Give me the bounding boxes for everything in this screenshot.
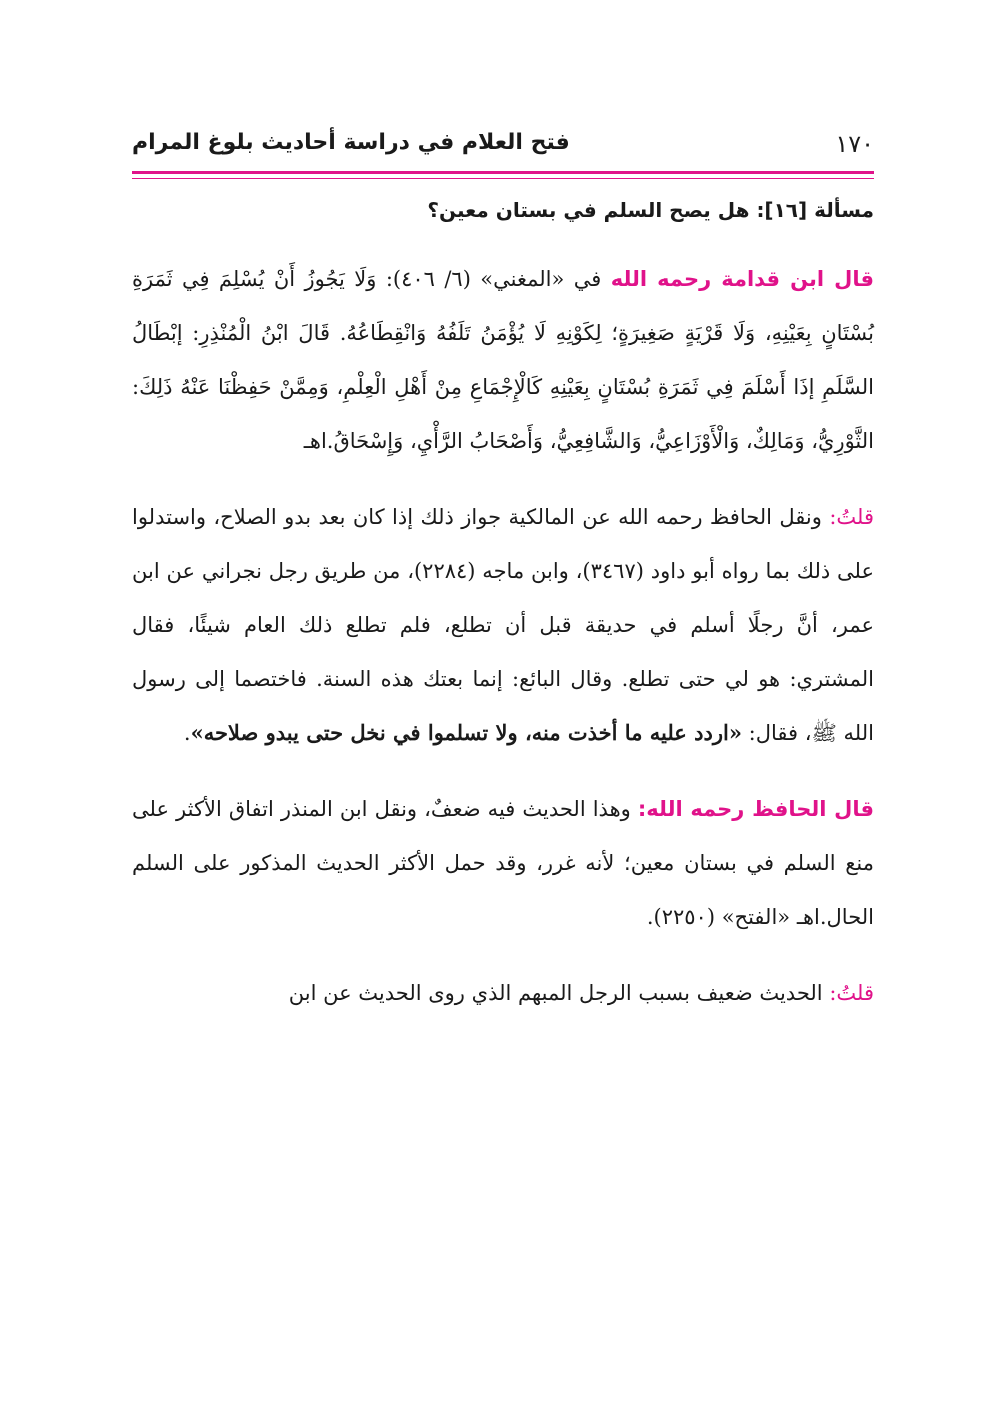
paragraph-lead: قال الحافظ رحمه الله: <box>637 797 874 821</box>
header-rule-thin <box>132 178 874 179</box>
paragraph-lead: قلتُ: <box>829 505 874 529</box>
paragraph-al-hafiz <box>132 782 874 944</box>
page-header <box>132 128 874 168</box>
paragraph-text: في «المغني» (٦/ ٤٠٦): وَلَا يَجُوزُ أَنْ يُسْلِمَ فِي ثَمَرَةِ بُسْتَانٍ بِعَيْنِهِ، وَلَا قَرْيَةٍ صَغِيرَةٍ؛ لِكَوْنِهِ لَا يُؤْمَنُ تَلَفُهُ وَانْقِطَاعُهُ. قَالَ ابْنُ الْمُنْذِرِ: إبْطَالُ السَّلَمِ إذَا أَسْلَمَ فِي ثَمَرَةِ بُسْتَانٍ بِعَيْنِهِ كَالْإِجْمَاعِ مِنْ أَهْلِ الْعِلْمِ، وَمِمَّنْ حَفِظْنَا عَنْهُ ذَلِكَ: الثَّوْرِيُّ، وَمَالِكٌ، وَالْأَوْزَاعِيُّ، وَالشَّافِعِيُّ، وَأَصْحَابُ الرَّأْيِ، وَإِسْحَاقُ.اهـ <box>132 267 874 453</box>
paragraph-lead: قلتُ: <box>829 981 874 1005</box>
paragraph-text: ونقل الحافظ رحمه الله عن المالكية جواز ذلك إذا كان بعد بدو الصلاح، واستدلوا على ذلك بما رواه أبو داود (٣٤٦٧)، وابن ماجه (٢٢٨٤)، من طريق رجل نجراني عن ابن عمر، أنَّ رجلًا أسلم في حديقة قبل أن تطلع، فلم تطلع ذلك العام شيئًا، فقال المشتري: هو لي حتى تطلع. وقال البائع: إنما بعتك هذه السنة. فاختصما إلى رسول الله ﷺ، فقال: <box>132 505 875 745</box>
header-rule-thick <box>132 171 874 174</box>
book-title: فتح العلام في دراسة أحاديث بلوغ المرام <box>132 130 570 155</box>
paragraph-text: الحديث ضعيف بسبب الرجل المبهم الذي روى الحديث عن ابن <box>288 981 823 1005</box>
paragraph-qultu-2 <box>132 966 874 1020</box>
issue-heading: مسألة [١٦]: هل يصح السلم في بستان معين؟ <box>427 198 874 222</box>
paragraph-ibn-qudama <box>132 252 874 468</box>
paragraph-qultu-1 <box>132 490 874 760</box>
page-number: ١٧٠ <box>835 130 874 158</box>
hadith-quote: «اردد عليه ما أخذت منه، ولا تسلموا في نخل حتى يبدو صلاحه» <box>190 720 742 745</box>
paragraph-text: وهذا الحديث فيه ضعفٌ، ونقل ابن المنذر اتفاق الأكثر على منع السلم في بستان معين؛ لأنه غرر، وقد حمل الأكثر الحديث المذكور على السلم الحال.اهـ «الفتح» (٢٢٥٠). <box>132 797 874 929</box>
paragraph-end: . <box>183 721 191 745</box>
paragraph-lead: قال ابن قدامة رحمه الله <box>610 267 874 291</box>
page-body <box>132 190 874 1042</box>
